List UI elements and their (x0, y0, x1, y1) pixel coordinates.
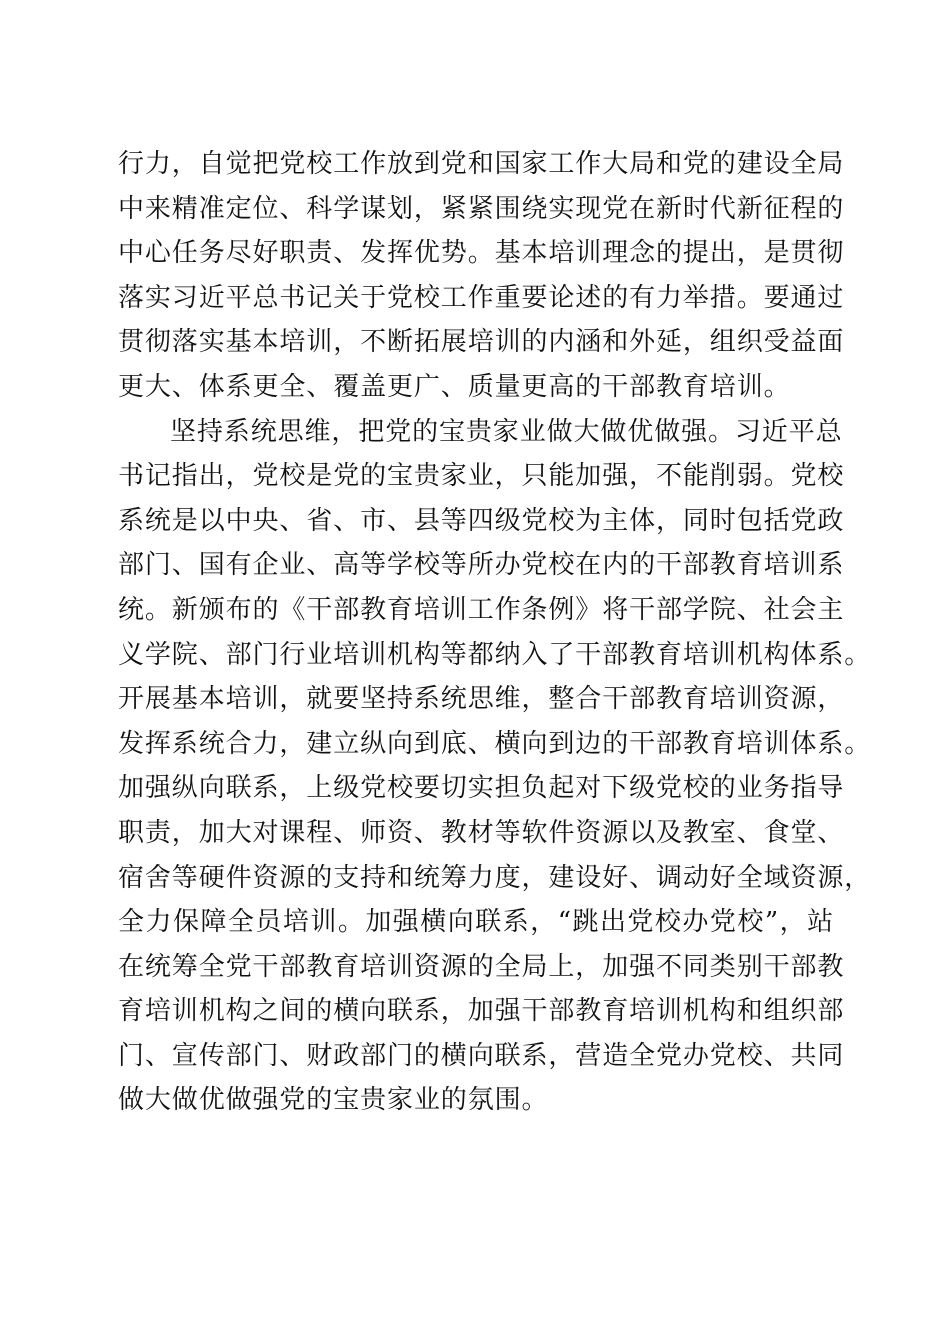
text-line: 部门、国有企业、高等学校等所办党校在内的干部教育培训系 (118, 550, 845, 581)
body-text (118, 142, 872, 1123)
text-line: 系统是以中央、省、市、县等四级党校为主体，同时包括党政 (118, 505, 845, 536)
text-line: 宿舍等硬件资源的支持和统筹力度，建设好、调动好全域资源， (118, 862, 872, 893)
text-line: 育培训机构之间的横向联系，加强干部教育培训机构和组织部 (118, 996, 845, 1027)
text-line: 中心任务尽好职责、发挥优势。基本培训理念的提出，是贯彻 (118, 238, 845, 269)
paragraph-first-line: 坚持系统思维，把党的宝贵家业做大做优做强。习近平总 (170, 416, 843, 447)
text-line: 落实习近平总书记关于党校工作重要论述的有力举措。要通过 (118, 282, 845, 313)
text-line: 加强纵向联系，上级党校要切实担负起对下级党校的业务指导 (118, 773, 845, 804)
text-line: 书记指出，党校是党的宝贵家业，只能加强，不能削弱。党校 (118, 461, 845, 492)
text-line: 全力保障全员培训。加强横向联系，“跳出党校办党校”，站 (118, 907, 834, 938)
text-line: 行力，自觉把党校工作放到党和国家工作大局和党的建设全局 (118, 149, 845, 179)
text-line: 门、宣传部门、财政部门的横向联系，营造全党办党校、共同 (118, 1040, 845, 1071)
text-line: 发挥系统合力，建立纵向到底、横向到边的干部教育培训体系。 (118, 728, 872, 759)
text-line: 义学院、部门行业培训机构等都纳入了干部教育培训机构体系。 (118, 639, 872, 670)
text-line: 在统筹全党干部教育培训资源的全局上，加强不同类别干部教 (118, 951, 845, 982)
text-line: 职责，加大对课程、师资、教材等软件资源以及教室、食堂、 (118, 817, 845, 848)
text-line: 更大、体系更全、覆盖更广、质量更高的干部教育培训。 (118, 371, 791, 402)
text-line: 中来精准定位、科学谋划，紧紧围绕实现党在新时代新征程的 (118, 193, 845, 224)
text-line: 做大做优做强党的宝贵家业的氛围。 (118, 1085, 549, 1116)
text-line: 统。新颁布的《干部教育培训工作条例》将干部学院、社会主 (118, 594, 845, 625)
text-line: 贯彻落实基本培训，不断拓展培训的内涵和外延，组织受益面 (118, 327, 845, 358)
text-line: 开展基本培训，就要坚持系统思维，整合干部教育培训资源， (118, 684, 845, 715)
